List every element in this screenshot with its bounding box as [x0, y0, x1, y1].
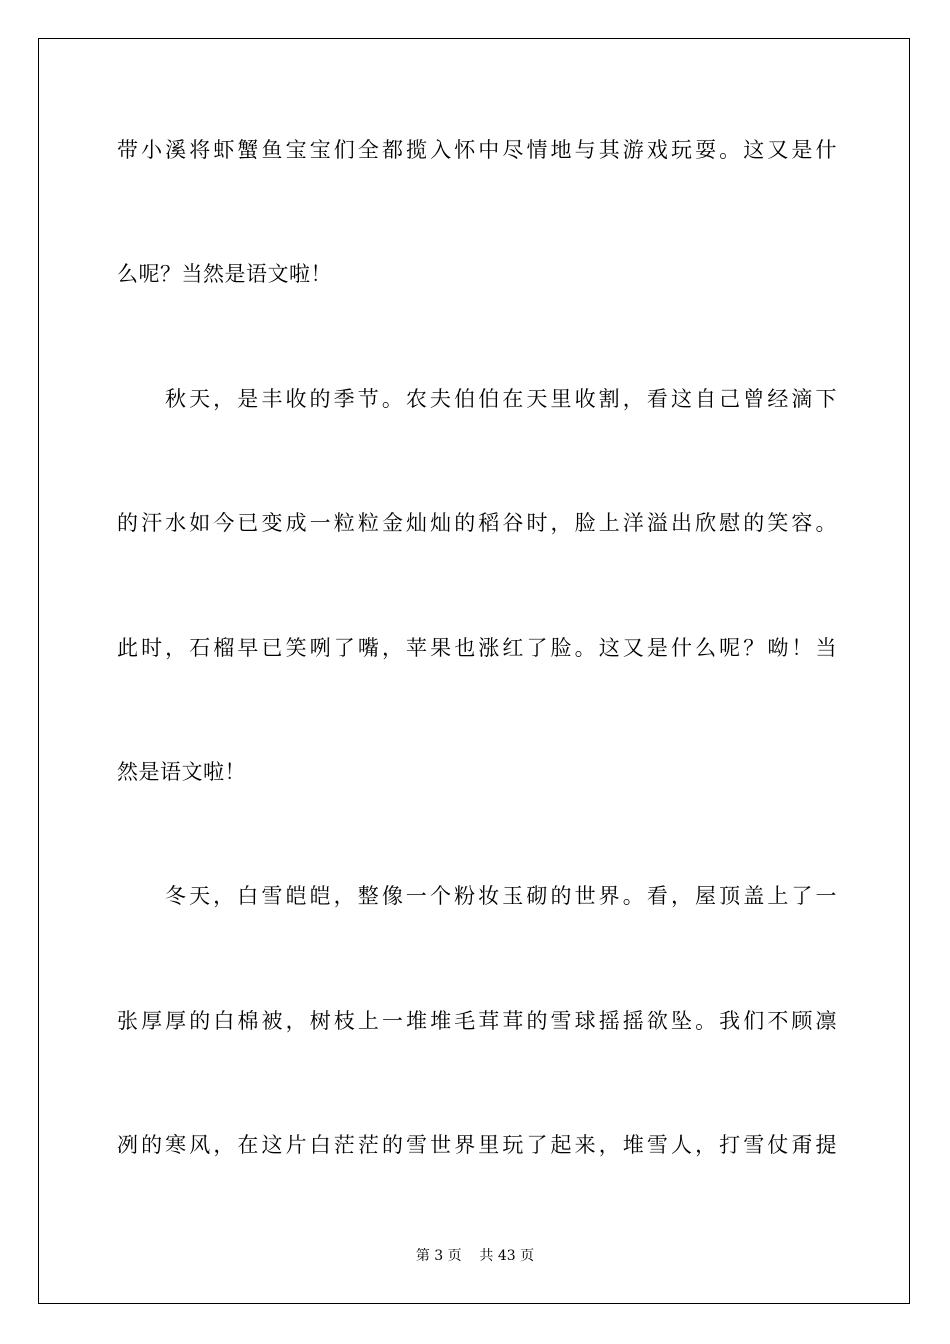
text-line: 冽的寒风，在这片白茫茫的雪世界里玩了起来，堆雪人，打雪仗甭提	[117, 1133, 837, 1157]
text-line: 冬天，白雪皑皑，整像一个粉妆玉砌的世界。看，屋顶盖上了一	[165, 884, 837, 908]
text-line: 张厚厚的白棉被，树枝上一堆堆毛茸茸的雪球摇摇欲坠。我们不顾凛	[117, 1009, 837, 1033]
text-line: 然是语文啦！	[117, 760, 246, 784]
page-number-footer: 第 3 页 共 43 页	[415, 1248, 535, 1264]
text-line: 带小溪将虾蟹鱼宝宝们全都揽入怀中尽情地与其游戏玩耍。这又是什	[117, 138, 837, 162]
text-line: 的汗水如今已变成一粒粒金灿灿的稻谷时，脸上洋溢出欣慰的笑容。	[117, 511, 837, 535]
text-line: 么呢？当然是语文啦！	[117, 262, 332, 286]
text-line: 秋天，是丰收的季节。农夫伯伯在天里收割，看这自己曾经滴下	[165, 387, 837, 411]
text-line: 此时，石榴早已笑咧了嘴，苹果也涨红了脸。这又是什么呢？呦！当	[117, 636, 837, 660]
page-border	[38, 38, 910, 1304]
